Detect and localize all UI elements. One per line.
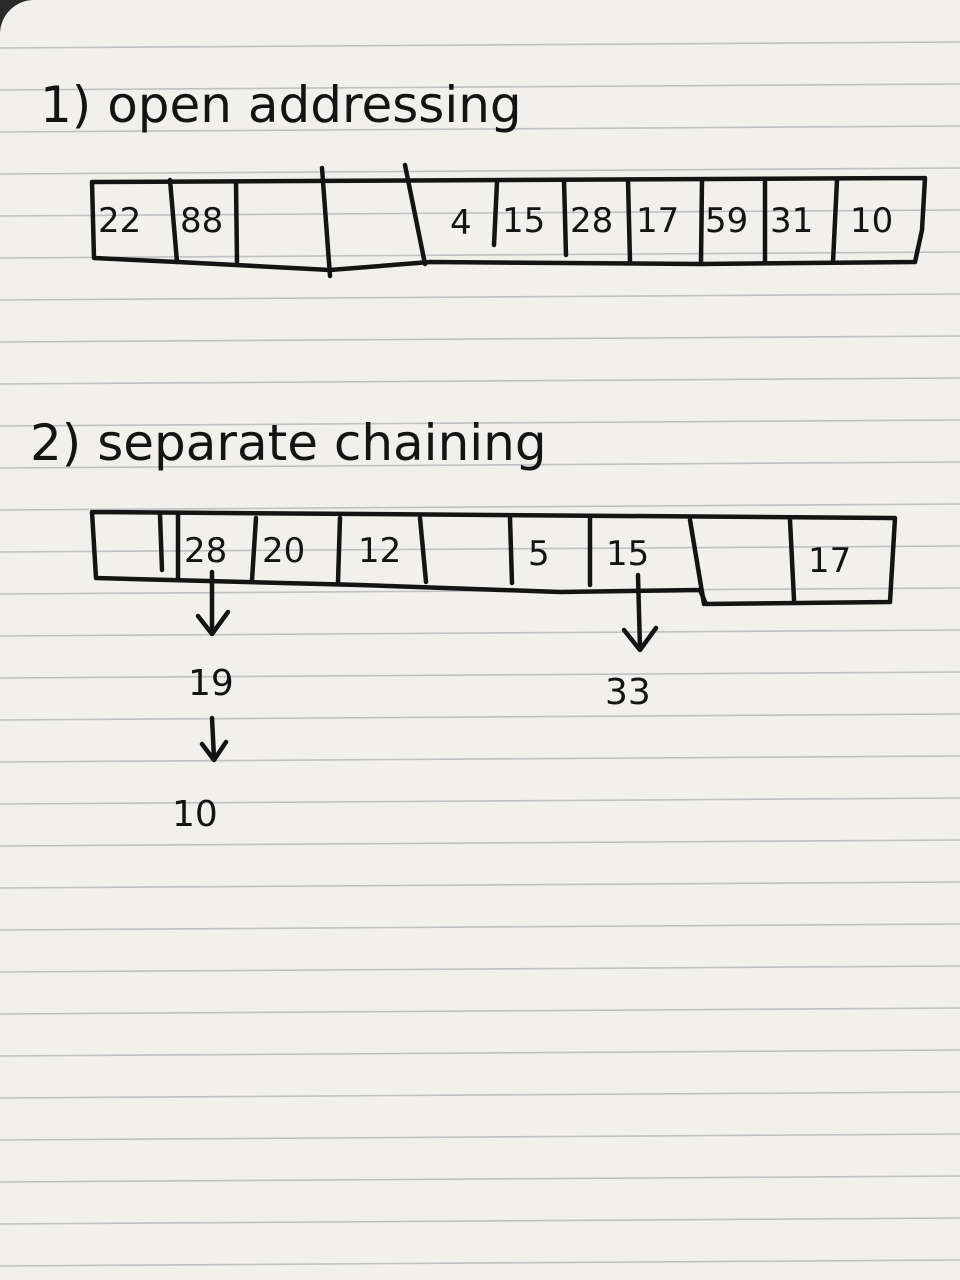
chain-bucket-15 xyxy=(605,575,656,713)
oa-cell-9: 59 xyxy=(705,201,749,241)
oa-cell-10: 31 xyxy=(770,201,814,241)
ruled-line xyxy=(0,714,960,720)
ruled-line xyxy=(0,1050,960,1056)
ruled-line xyxy=(0,924,960,930)
ruled-line xyxy=(0,672,960,678)
ruled-line xyxy=(0,42,960,48)
ruled-line xyxy=(0,504,960,510)
sc-cell-3: 20 xyxy=(262,531,306,571)
ruled-line xyxy=(0,252,960,258)
ruled-line xyxy=(0,210,960,216)
ruled-line xyxy=(0,840,960,846)
oa-cell-5: 4 xyxy=(450,203,472,243)
oa-cell-8: 17 xyxy=(636,201,680,241)
oa-cell-6: 15 xyxy=(502,201,546,241)
oa-cell-2: 88 xyxy=(180,201,224,241)
chain-node: 19 xyxy=(188,663,234,704)
sc-cell-4: 12 xyxy=(358,531,402,571)
ruled-line xyxy=(0,798,960,804)
ruled-line xyxy=(0,756,960,762)
ruled-line xyxy=(0,882,960,888)
oa-cell-11: 10 xyxy=(850,201,894,241)
ruled-line xyxy=(0,1176,960,1182)
ruled-line xyxy=(0,378,960,384)
ruled-line xyxy=(0,168,960,174)
ruled-line xyxy=(0,294,960,300)
ruled-lines xyxy=(0,42,960,1266)
chain-node: 33 xyxy=(605,672,651,713)
oa-cell-7: 28 xyxy=(570,201,614,241)
open-addressing-array xyxy=(92,165,925,276)
chain-arrow-icon xyxy=(624,575,656,650)
sc-cell-6: 5 xyxy=(528,534,550,574)
sc-cell-9: 17 xyxy=(808,541,852,581)
ruled-line xyxy=(0,1260,960,1266)
ruled-line xyxy=(0,1008,960,1014)
open-addressing-heading: 1) open addressing xyxy=(40,76,522,134)
chain-arrow-icon xyxy=(202,718,226,760)
separate-chaining-heading: 2) separate chaining xyxy=(30,414,547,472)
sc-cell-7: 15 xyxy=(606,534,650,574)
sc-cell-2: 28 xyxy=(184,531,228,571)
ruled-line xyxy=(0,630,960,636)
ruled-line xyxy=(0,1134,960,1140)
chain-node: 10 xyxy=(172,794,218,835)
ruled-line xyxy=(0,966,960,972)
chain-bucket-28 xyxy=(172,572,234,835)
ruled-line xyxy=(0,1092,960,1098)
oa-cell-1: 22 xyxy=(98,201,142,241)
ruled-line xyxy=(0,1218,960,1224)
ruled-line xyxy=(0,336,960,342)
